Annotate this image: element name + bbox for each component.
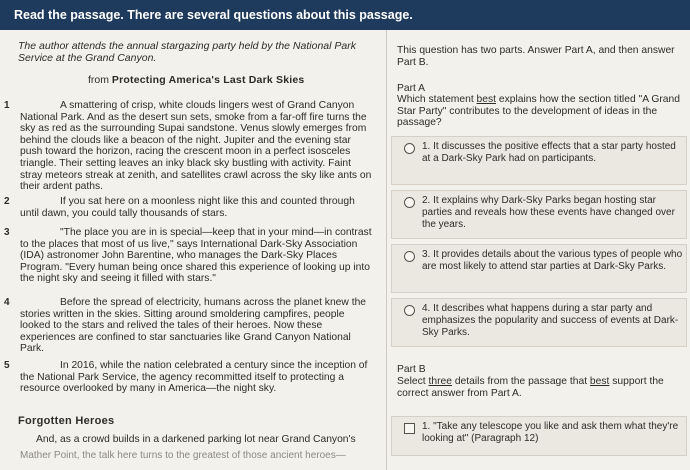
part-a-prompt-end: explains how the section titled "A Grand Star Party" contributes to the development of ideas in the passage? [397,94,680,129]
part-b-emphasis-three: three [428,376,452,387]
part-b-option-1[interactable] [391,416,687,456]
passage-intro: The author attends the annual stargazing party held by the National Park Service at the Grand Canyon. [18,40,356,64]
option-number: 1. [422,141,431,152]
answer-option-4[interactable] [391,298,687,347]
passage-source [88,74,304,86]
part-a-prompt-start: Which statement [397,94,477,105]
passage-panel [0,30,382,470]
paragraph-1: A smattering of crisp, white clouds lingers west of Grand Canyon National Park. And as the desert sun sets, smoke from a far-off fire turns the sky as red as the surrounding Supai sandstone. Venus slowly emerges from behind the clouds like a beacon of the night. Jupiter and the evening star push toward the horizon, racing the crescent moon in a perfect isosceles triangle. Their setting leaves an inky black sky bustling with activity. Faint stray meteors streak at zenith, and satellites crawl across the sky like ants on their ardent paths. [20,100,372,193]
option-text [422,141,684,165]
source-title: Protecting America's Last Dark Skies [111,74,305,86]
option-number: 2. [422,195,431,206]
instructions-banner: Read the passage. There are several questions about this passage. [0,0,690,30]
part-b-prompt [397,376,687,400]
option-label: It discusses the positive effects that a star party hosted at a Dark-Sky Park had on participants. [422,141,676,164]
section-heading: Forgotten Heroes [18,415,115,427]
paragraph-3: "The place you are in is special—keep that in your mind—in contrast to the places that most of us live," says International Dark-Sky Association (IDA) astronomer John Barentine, who manages the Dark-Sky Places Program. "Every human being once shared this experience of looking up into the night sky and seeing it filled with stars." [20,227,372,285]
radio-button[interactable] [404,305,415,316]
part-a-prompt-emphasis: best [476,94,497,105]
part-b-label: Part B [397,364,426,375]
part-b-emphasis-best: best [589,376,610,387]
source-prefix: from [88,74,112,86]
paragraph-number-2: 2 [4,196,10,207]
part-b-prompt-end: support the correct answer from Part A. [397,376,664,399]
option-number: 4. [422,303,431,314]
option-text [422,303,684,338]
paragraph-number-3: 3 [4,227,10,238]
option-number: 1. [422,421,431,432]
part-a-prompt [397,94,687,129]
option-text [422,421,684,445]
paragraph-number-4: 4 [4,297,10,308]
paragraph-number-1: 1 [4,100,10,111]
paragraph-number-5: 5 [4,360,10,371]
answer-option-2[interactable] [391,190,687,239]
radio-button[interactable] [404,197,415,208]
option-text [422,249,684,273]
paragraph-6-continued: Mather Point, the talk here turns to the greatest of those ancient heroes— [20,450,346,461]
option-label: It provides details about the various types of people who are most likely to attend star parties at Dark-Sky Parks. [422,249,683,272]
question-panel [386,30,690,470]
part-b-prompt-middle: details from the passage that [451,376,590,387]
part-b-prompt-start: Select [397,376,429,387]
radio-button[interactable] [404,143,415,154]
paragraph-4: Before the spread of electricity, humans across the planet knew the stories written in the skies. Sitting around smoldering campfires, people looked to the stars and relived the tales of their heroes. Now these experiences are confined to star sanctuaries like Grand Canyon National Park. [20,297,367,355]
radio-button[interactable] [404,251,415,262]
answer-option-3[interactable] [391,244,687,293]
answer-option-1[interactable] [391,136,687,185]
paragraph-2: If you sat here on a moonless night like this and counted through until dawn, you could tally thousands of stars. [20,196,355,219]
option-text [422,195,684,230]
checkbox[interactable] [404,423,415,434]
question-instructions: This question has two parts. Answer Part A, and then answer Part B. [397,45,675,68]
option-label: It describes what happens during a star party and emphasizes the popularity and success of events at Dark-Sky Parks. [422,303,679,338]
option-number: 3. [422,249,431,260]
part-a-label: Part A [397,83,426,94]
option-label: "Take any telescope you like and ask them what they're looking at" (Paragraph 12) [422,421,679,444]
paragraph-5: In 2016, while the nation celebrated a century since the inception of the National Park Service, the agency recommitted itself to protecting a resource overlooked by many in America—the night sky. [20,360,368,395]
option-label: It explains why Dark-Sky Parks began hosting star parties and reveals how these events have changed over the years. [422,195,675,230]
paragraph-6: And, as a crowd builds in a darkened parking lot near Grand Canyon's [36,434,356,445]
